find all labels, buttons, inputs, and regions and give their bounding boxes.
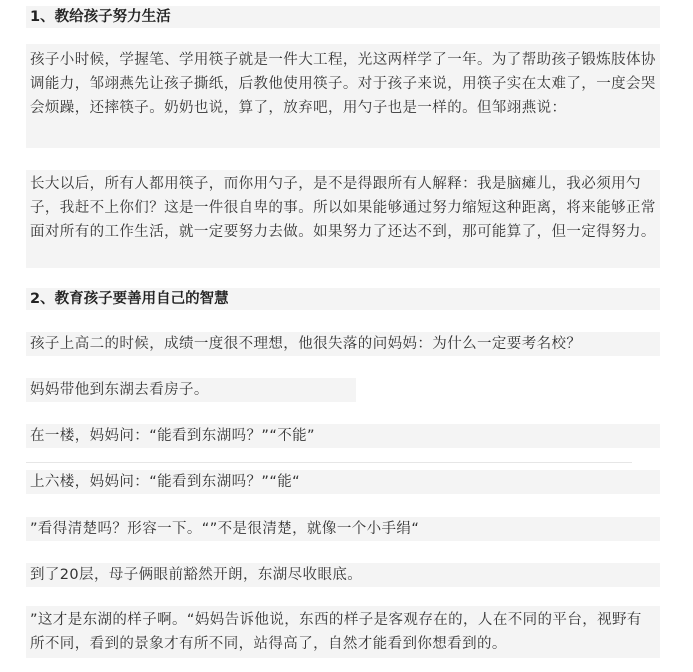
section-2-paragraph-5: ”看得清楚吗？形容一下。“”不是很清楚，就像一个小手绢“	[26, 517, 660, 541]
section-2-paragraph-1: 孩子上高二的时候，成绩一度很不理想，他很失落的问妈妈：为什么一定要考名校？	[26, 332, 660, 356]
section-2-paragraph-6: 到了20层，母子俩眼前豁然开朗，东湖尽收眼底。	[26, 563, 660, 587]
section-2-paragraph-4: 上六楼，妈妈问：“能看到东湖吗？”“能“	[26, 470, 660, 494]
section-2-paragraph-7: ”这才是东湖的样子啊。“妈妈告诉他说，东西的样子是客观存在的，人在不同的平台，视野有所不同，看到的景象才有所不同，站得高了，自然才能看到你想看到的。	[26, 606, 660, 658]
section-2-paragraph-3: 在一楼，妈妈问：“能看到东湖吗？”“不能”	[26, 424, 660, 448]
section-2-paragraph-2: 妈妈带他到东湖去看房子。	[26, 378, 356, 402]
section-1-heading: 1、教给孩子努力生活	[26, 6, 660, 28]
divider	[26, 462, 632, 463]
section-2-heading: 2、教育孩子要善用自己的智慧	[26, 288, 660, 310]
section-1-paragraph-1: 孩子小时候，学握笔、学用筷子就是一件大工程，光这两样学了一年。为了帮助孩子锻炼肢体协调能力，邹翊燕先让孩子撕纸，后教他使用筷子。对于孩子来说，用筷子实在太难了，一度会哭会烦躁，还摔筷子。奶奶也说，算了，放弃吧，用勺子也是一样的。但邹翊燕说：	[26, 44, 660, 148]
section-1-paragraph-2: 长大以后，所有人都用筷子，而你用勺子，是不是得跟所有人解释：我是脑瘫儿，我必须用勺子，我赶不上你们？这是一件很自卑的事。所以如果能够通过努力缩短这种距离，将来能够正常面对所有的工作生活，就一定要努力去做。如果努力了还达不到，那可能算了，但一定得努力。	[26, 170, 660, 268]
